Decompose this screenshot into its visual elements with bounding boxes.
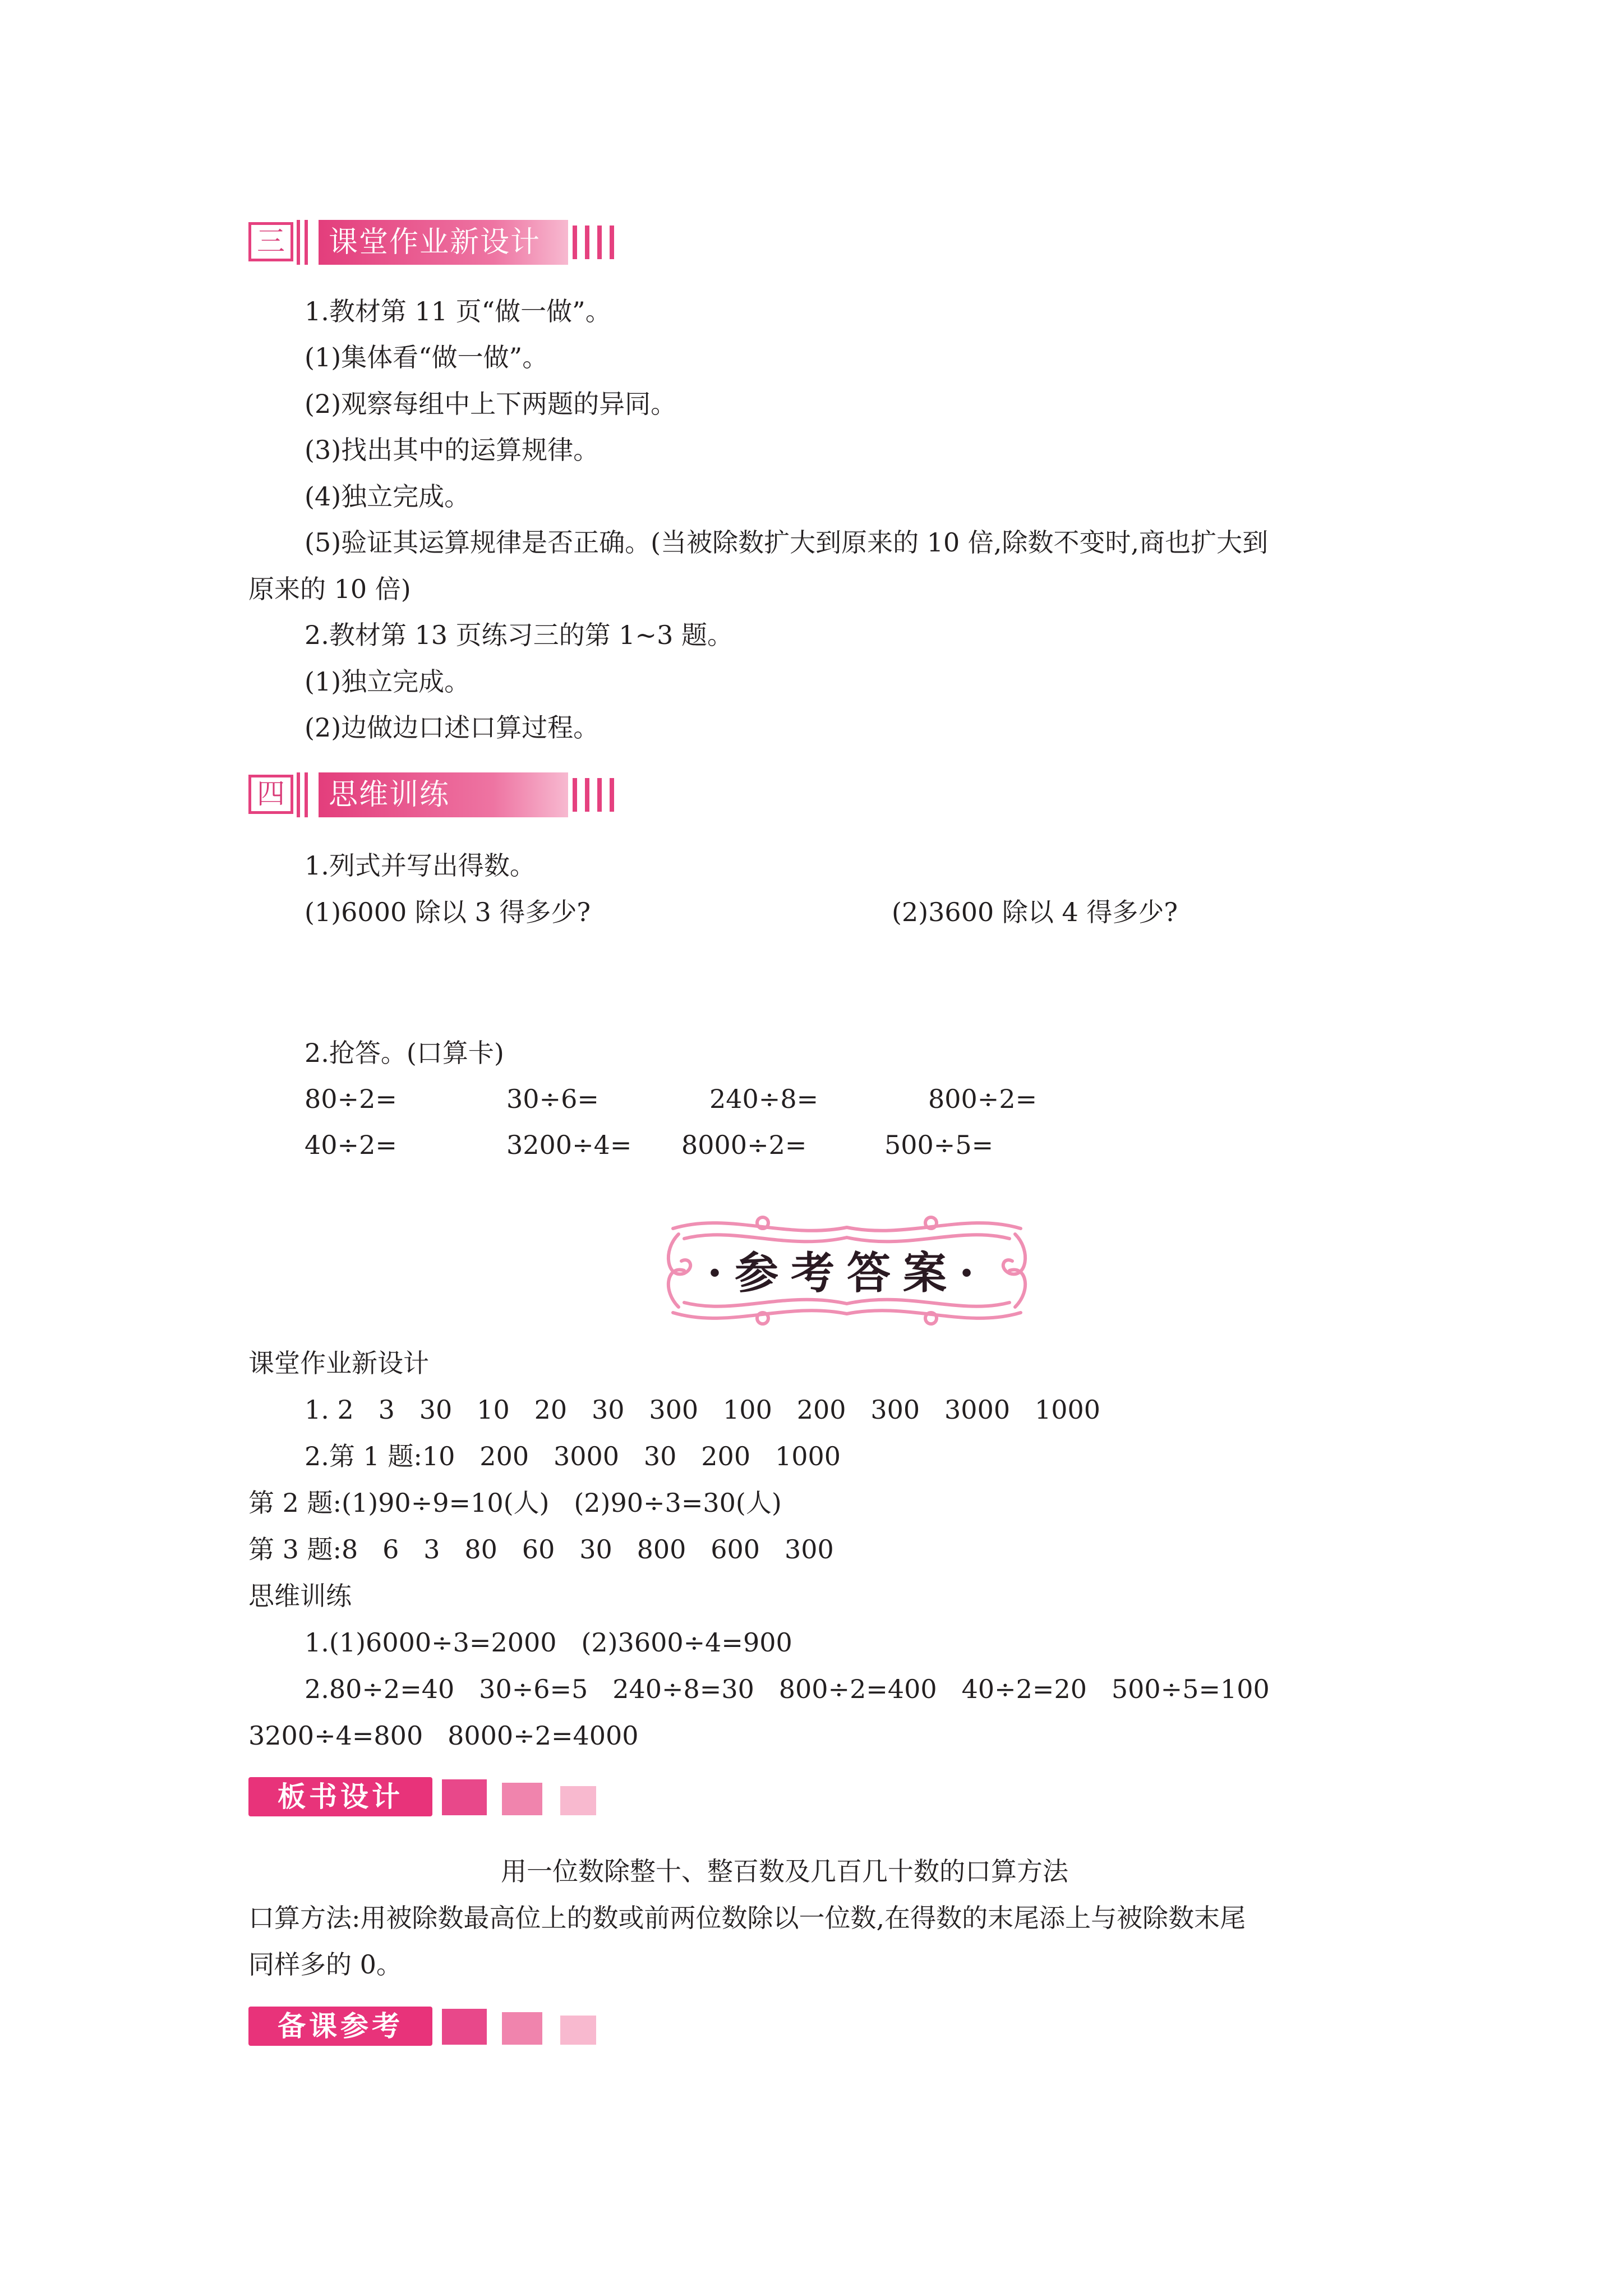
section-header-classwork (248, 220, 630, 265)
answer-line: 第 2 题:(1)90÷9=10(人) (2)90÷3=30(人) (248, 1488, 782, 1518)
text-line: 原来的 10 倍) (248, 574, 411, 604)
answer-key-title: ·参考答案· (707, 1248, 987, 1299)
section-title: 思维训练 (329, 778, 450, 812)
text-line: (2)边做边口述口算过程。 (305, 712, 600, 743)
text-line: (1)集体看“做一做”。 (305, 342, 548, 372)
square-decoration (502, 2012, 542, 2045)
text-line: (4)独立完成。 (305, 481, 471, 512)
board-text: 同样多的 0。 (248, 1949, 402, 1980)
square-decoration (442, 1779, 487, 1815)
answer-heading: 思维训练 (248, 1581, 352, 1611)
text-line: (3)找出其中的运算规律。 (305, 435, 600, 465)
answer-line: 第 3 题:8 6 3 80 60 30 800 600 300 (248, 1534, 834, 1565)
question: 2.抢答。(口算卡) (305, 1038, 504, 1068)
answer-line: 3200÷4=800 8000÷2=4000 (248, 1720, 639, 1751)
text-line: (5)验证其运算规律是否正确。(当被除数扩大到原来的 10 倍,除数不变时,商也扩大到 (305, 527, 1269, 558)
answer-line: 1.(1)6000÷3=2000 (2)3600÷4=900 (305, 1627, 792, 1658)
stripe-decoration (573, 772, 623, 817)
answer-line: 1. 2 3 30 10 20 30 300 100 200 300 3000 1000 (305, 1395, 1101, 1425)
oral-calc-item: 800÷2= (928, 1084, 1038, 1114)
answer-line: 2.80÷2=40 30÷6=5 240÷8=30 800÷2=400 40÷2=20 500÷5=100 (305, 1674, 1270, 1704)
oral-calc-item: 240÷8= (709, 1084, 819, 1114)
section-title-bar (319, 220, 568, 265)
stripe-decoration (573, 220, 623, 265)
square-decoration (560, 2016, 596, 2045)
section-title: 课堂作业新设计 (329, 226, 541, 259)
oral-calc-item: 3200÷4= (506, 1130, 632, 1160)
square-decoration (560, 1786, 596, 1815)
square-decoration (502, 1783, 542, 1815)
oral-calc-item: 500÷5= (884, 1130, 994, 1160)
oral-calc-item: 80÷2= (305, 1084, 397, 1114)
question: 1.列式并写出得数。 (305, 850, 536, 881)
section-number: 四 (248, 775, 293, 814)
answer-line: 2.第 1 题:10 200 3000 30 200 1000 (305, 1441, 841, 1471)
lesson-reference-label (248, 2007, 607, 2046)
board-title: 用一位数除整十、整百数及几百几十数的口算方法 (501, 1856, 1068, 1887)
oral-calc-item: 30÷6= (506, 1084, 599, 1114)
section-number: 三 (248, 222, 293, 261)
text-line: 2.教材第 13 页练习三的第 1~3 题。 (305, 620, 733, 650)
label-text: 备课参考 (248, 2007, 432, 2046)
question-part: (2)3600 除以 4 得多少? (892, 897, 1178, 927)
oral-calc-item: 40÷2= (305, 1130, 397, 1160)
answer-key-banner (662, 1212, 1032, 1329)
text-line: 1.教材第 11 页“做一做”。 (305, 296, 611, 326)
text-line: (2)观察每组中上下两题的异同。 (305, 389, 677, 419)
answer-heading: 课堂作业新设计 (248, 1348, 429, 1378)
board-text: 口算方法:用被除数最高位上的数或前两位数除以一位数,在得数的末尾添上与被除数末尾 (248, 1903, 1246, 1933)
label-text: 板书设计 (248, 1777, 432, 1816)
board-design-label (248, 1777, 607, 1816)
question-part: (1)6000 除以 3 得多少? (305, 897, 591, 927)
text-line: (1)独立完成。 (305, 666, 471, 697)
stripe-decoration (297, 220, 313, 265)
section-header-thinking (248, 772, 630, 817)
oral-calc-item: 8000÷2= (681, 1130, 807, 1160)
square-decoration (442, 2009, 487, 2045)
stripe-decoration (297, 772, 313, 817)
section-title-bar (319, 772, 568, 817)
